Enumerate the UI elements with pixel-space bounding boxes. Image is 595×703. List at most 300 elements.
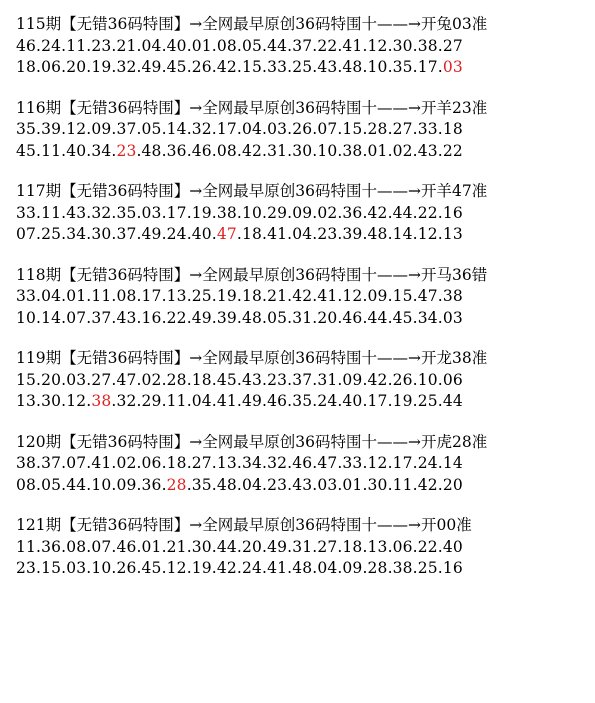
separator-dot: . <box>36 559 42 577</box>
number-cell: 39 <box>342 225 363 243</box>
period-block <box>16 432 586 497</box>
number-cell: 01 <box>191 36 212 55</box>
separator-dot: . <box>412 287 418 305</box>
number-cell: 08 <box>216 141 237 160</box>
separator-dot: . <box>312 120 318 138</box>
separator-dot: . <box>186 141 192 160</box>
separator-dot: . <box>186 537 192 556</box>
prediction-document <box>16 14 586 599</box>
separator-dot: . <box>36 225 42 243</box>
number-cell: 29 <box>267 203 288 222</box>
number-cell: 04 <box>191 392 212 410</box>
separator-dot: . <box>61 141 67 160</box>
number-cell: 12 <box>66 120 87 138</box>
separator-dot: . <box>211 120 217 138</box>
number-cell: 11 <box>41 141 62 160</box>
separator-dot: . <box>186 225 192 243</box>
number-cell: 27 <box>442 36 463 55</box>
number-cell: 08 <box>216 36 237 55</box>
separator-dot: . <box>337 454 343 472</box>
separator-dot: . <box>161 58 167 76</box>
separator-dot: . <box>86 120 92 138</box>
number-cell: 43 <box>292 475 313 494</box>
number-cell: 42 <box>216 58 237 76</box>
number-cell: 02 <box>116 454 137 472</box>
number-cell: 45 <box>16 141 37 160</box>
number-cell: 36 <box>342 203 363 222</box>
number-cell: 23 <box>317 225 338 243</box>
number-cell: 46 <box>292 454 313 472</box>
separator-dot: . <box>362 475 368 494</box>
number-cell: 10 <box>241 203 263 222</box>
separator-dot: . <box>61 225 67 243</box>
period-title: 115期【无错36码特围】→全网最早原创36码特围十——→开兔03准 <box>16 15 488 33</box>
separator-dot: . <box>387 370 393 389</box>
separator-dot: . <box>262 225 268 243</box>
separator-dot: . <box>437 58 443 76</box>
number-cell: 40 <box>342 392 363 410</box>
separator-dot: . <box>387 454 393 472</box>
separator-dot: . <box>111 225 117 243</box>
separator-dot: . <box>362 120 368 138</box>
number-cell: 04 <box>317 559 338 577</box>
number-cell: 33 <box>267 58 288 76</box>
separator-dot: . <box>86 225 92 243</box>
number-cell: 14 <box>41 308 62 327</box>
separator-dot: . <box>287 203 293 222</box>
number-cell: 38 <box>91 392 112 410</box>
number-cell: 46 <box>342 308 363 327</box>
separator-dot: . <box>111 287 117 305</box>
number-cell: 42 <box>367 203 388 222</box>
number-cell: 48 <box>241 308 263 327</box>
separator-dot: . <box>211 203 217 222</box>
number-cell: 25 <box>41 225 62 243</box>
number-cell: 06 <box>442 370 463 389</box>
number-cell: 17 <box>216 120 237 138</box>
number-cell: 26 <box>191 58 212 76</box>
number-cell: 45 <box>216 370 237 389</box>
number-cell: 42 <box>216 559 237 577</box>
number-row <box>16 57 586 79</box>
number-cell: 34 <box>241 454 263 472</box>
period-block <box>16 181 586 246</box>
separator-dot: . <box>161 141 167 160</box>
separator-dot: . <box>36 308 42 327</box>
separator-dot: . <box>262 475 268 494</box>
separator-dot: . <box>136 203 142 222</box>
number-cell: 35 <box>392 58 413 76</box>
number-cell: 07 <box>16 225 37 243</box>
separator-dot: . <box>387 58 393 76</box>
separator-dot: . <box>236 36 242 55</box>
separator-dot: . <box>312 392 318 410</box>
separator-dot: . <box>287 454 293 472</box>
number-cell: 44 <box>66 475 87 494</box>
separator-dot: . <box>86 454 92 472</box>
separator-dot: . <box>36 36 42 55</box>
number-cell: 44 <box>216 537 237 556</box>
number-cell: 13 <box>367 537 388 556</box>
number-row <box>16 308 586 330</box>
number-cell: 44 <box>367 308 388 327</box>
separator-dot: . <box>362 203 368 222</box>
number-cell: 14 <box>166 120 187 138</box>
number-cell: 39 <box>216 308 237 327</box>
number-row <box>16 286 586 308</box>
number-cell: 48 <box>342 58 363 76</box>
separator-dot: . <box>362 141 368 160</box>
number-cell: 44 <box>442 392 463 410</box>
separator-dot: . <box>186 559 192 577</box>
number-cell: 35 <box>191 475 212 494</box>
number-cell: 22 <box>417 537 438 556</box>
number-cell: 18 <box>16 58 37 76</box>
number-cell: 34 <box>91 141 112 160</box>
number-cell: 02 <box>317 203 338 222</box>
number-cell: 48 <box>292 559 313 577</box>
separator-dot: . <box>111 203 117 222</box>
number-cell: 27 <box>91 370 112 389</box>
separator-dot: . <box>61 559 67 577</box>
separator-dot: . <box>337 308 343 327</box>
number-cell: 03 <box>442 308 463 327</box>
number-cell: 11 <box>166 392 187 410</box>
separator-dot: . <box>412 559 418 577</box>
separator-dot: . <box>312 287 318 305</box>
separator-dot: . <box>211 287 217 305</box>
number-cell: 43 <box>317 58 338 76</box>
number-cell: 24 <box>417 454 438 472</box>
separator-dot: . <box>337 559 343 577</box>
separator-dot: . <box>136 120 142 138</box>
number-cell: 28 <box>166 370 187 389</box>
number-cell: 20 <box>317 308 338 327</box>
separator-dot: . <box>312 225 318 243</box>
separator-dot: . <box>36 141 42 160</box>
separator-dot: . <box>61 475 67 494</box>
number-cell: 26 <box>292 120 313 138</box>
number-cell: 03 <box>66 559 87 577</box>
number-cell: 46 <box>191 141 212 160</box>
separator-dot: . <box>262 454 268 472</box>
number-cell: 26 <box>392 370 413 389</box>
separator-dot: . <box>161 308 167 327</box>
number-cell: 19 <box>191 203 212 222</box>
number-cell: 49 <box>241 392 263 410</box>
separator-dot: . <box>337 537 343 556</box>
number-row <box>16 475 586 497</box>
number-cell: 30 <box>191 537 212 556</box>
separator-dot: . <box>362 58 368 76</box>
separator-dot: . <box>412 203 418 222</box>
separator-dot: . <box>387 203 393 222</box>
separator-dot: . <box>136 141 142 160</box>
number-cell: 38 <box>16 454 37 472</box>
number-cell: 42 <box>241 141 263 160</box>
number-cell: 49 <box>191 308 212 327</box>
separator-dot: . <box>186 203 192 222</box>
number-cell: 25 <box>191 287 212 305</box>
number-cell: 18 <box>442 120 463 138</box>
number-cell: 31 <box>292 537 313 556</box>
separator-dot: . <box>136 308 142 327</box>
number-cell: 43 <box>116 308 137 327</box>
number-cell: 16 <box>442 559 463 577</box>
separator-dot: . <box>186 308 192 327</box>
number-cell: 09 <box>342 559 363 577</box>
number-cell: 34 <box>417 308 438 327</box>
separator-dot: . <box>111 392 117 410</box>
number-cell: 21 <box>166 537 187 556</box>
separator-dot: . <box>186 392 192 410</box>
number-cell: 26 <box>116 559 137 577</box>
number-cell: 03 <box>66 370 87 389</box>
separator-dot: . <box>362 392 368 410</box>
separator-dot: . <box>337 58 343 76</box>
number-cell: 31 <box>292 308 313 327</box>
period-title: 116期【无错36码特围】→全网最早原创36码特围十——→开羊23准 <box>16 98 488 117</box>
separator-dot: . <box>337 203 343 222</box>
number-cell: 41 <box>267 225 288 243</box>
separator-dot: . <box>387 141 393 160</box>
separator-dot: . <box>186 475 192 494</box>
separator-dot: . <box>161 392 167 410</box>
number-cell: 11 <box>16 537 37 556</box>
separator-dot: . <box>136 36 142 55</box>
separator-dot: . <box>211 225 217 243</box>
separator-dot: . <box>186 36 192 55</box>
separator-dot: . <box>236 203 242 222</box>
number-cell: 35 <box>116 203 137 222</box>
number-cell: 38 <box>417 36 438 55</box>
number-cell: 02 <box>141 370 162 389</box>
number-cell: 21 <box>267 287 288 305</box>
number-cell: 13 <box>442 225 463 243</box>
separator-dot: . <box>437 475 443 494</box>
number-cell: 01 <box>367 141 388 160</box>
number-cell: 21 <box>116 36 137 55</box>
number-cell: 32 <box>91 203 112 222</box>
separator-dot: . <box>437 537 443 556</box>
separator-dot: . <box>312 454 318 472</box>
number-cell: 38 <box>216 203 237 222</box>
number-cell: 18 <box>241 287 263 305</box>
number-cell: 25 <box>292 58 313 76</box>
number-cell: 38 <box>442 287 463 305</box>
number-cell: 17 <box>367 392 388 410</box>
number-cell: 13 <box>16 392 37 410</box>
separator-dot: . <box>362 370 368 389</box>
separator-dot: . <box>387 225 393 243</box>
separator-dot: . <box>236 454 242 472</box>
separator-dot: . <box>312 58 318 76</box>
number-cell: 07 <box>66 454 87 472</box>
number-cell: 10 <box>317 141 338 160</box>
number-cell: 05 <box>241 36 263 55</box>
separator-dot: . <box>36 392 42 410</box>
separator-dot: . <box>61 308 67 327</box>
separator-dot: . <box>387 475 393 494</box>
separator-dot: . <box>236 141 242 160</box>
number-cell: 03 <box>141 203 162 222</box>
number-cell: 32 <box>267 454 288 472</box>
number-cell: 04 <box>41 287 62 305</box>
number-cell: 33 <box>342 454 363 472</box>
number-cell: 37 <box>292 36 313 55</box>
number-cell: 25 <box>417 392 438 410</box>
number-cell: 10 <box>91 559 112 577</box>
number-cell: 04 <box>141 36 162 55</box>
number-cell: 06 <box>141 454 162 472</box>
number-cell: 20 <box>442 475 463 494</box>
number-cell: 49 <box>267 537 288 556</box>
separator-dot: . <box>312 141 318 160</box>
separator-dot: . <box>236 58 242 76</box>
number-cell: 17 <box>417 58 438 76</box>
number-cell: 37 <box>41 454 62 472</box>
number-cell: 48 <box>216 475 237 494</box>
period-block <box>16 98 586 163</box>
number-cell: 24 <box>41 36 62 55</box>
number-cell: 12 <box>342 287 363 305</box>
number-cell: 04 <box>241 475 263 494</box>
separator-dot: . <box>111 559 117 577</box>
separator-dot: . <box>287 308 293 327</box>
number-cell: 30 <box>367 475 388 494</box>
separator-dot: . <box>236 370 242 389</box>
separator-dot: . <box>61 36 67 55</box>
separator-dot: . <box>186 120 192 138</box>
number-cell: 10 <box>16 308 37 327</box>
number-cell: 15 <box>241 58 263 76</box>
separator-dot: . <box>337 225 343 243</box>
number-cell: 24 <box>241 559 263 577</box>
number-cell: 22 <box>317 36 338 55</box>
separator-dot: . <box>287 559 293 577</box>
number-cell: 01 <box>141 537 162 556</box>
number-cell: 03 <box>267 120 288 138</box>
separator-dot: . <box>61 287 67 305</box>
separator-dot: . <box>111 58 117 76</box>
number-cell: 16 <box>141 308 162 327</box>
number-cell: 04 <box>241 120 263 138</box>
number-cell: 37 <box>116 120 137 138</box>
period-title: 119期【无错36码特围】→全网最早原创36码特围十——→开龙38准 <box>16 349 488 367</box>
separator-dot: . <box>387 392 393 410</box>
number-cell: 42 <box>417 475 438 494</box>
number-cell: 42 <box>367 370 388 389</box>
separator-dot: . <box>387 287 393 305</box>
period-title: 118期【无错36码特围】→全网最早原创36码特围十——→开马36错 <box>16 265 488 284</box>
period-title: 120期【无错36码特围】→全网最早原创36码特围十——→开虎28准 <box>16 432 488 451</box>
number-cell: 37 <box>116 225 137 243</box>
number-cell: 05 <box>267 308 288 327</box>
separator-dot: . <box>262 203 268 222</box>
separator-dot: . <box>337 141 343 160</box>
period-block <box>16 348 586 413</box>
number-cell: 36 <box>166 141 187 160</box>
number-cell: 49 <box>141 225 162 243</box>
period-block <box>16 14 586 79</box>
separator-dot: . <box>111 141 117 160</box>
separator-dot: . <box>136 559 142 577</box>
separator-dot: . <box>86 36 92 55</box>
separator-dot: . <box>387 308 393 327</box>
number-cell: 36 <box>41 537 62 556</box>
number-cell: 49 <box>141 58 162 76</box>
number-cell: 41 <box>267 559 288 577</box>
number-cell: 39 <box>41 120 62 138</box>
number-cell: 18 <box>342 537 363 556</box>
number-cell: 23 <box>267 475 288 494</box>
period-title: 117期【无错36码特围】→全网最早原创36码特围十——→开羊47准 <box>16 182 488 200</box>
number-cell: 08 <box>16 475 37 494</box>
number-cell: 11 <box>41 203 62 222</box>
number-cell: 33 <box>16 287 37 305</box>
number-cell: 43 <box>241 370 263 389</box>
separator-dot: . <box>36 370 42 389</box>
separator-dot: . <box>262 392 268 410</box>
number-cell: 41 <box>216 392 237 410</box>
number-row <box>16 370 586 392</box>
separator-dot: . <box>61 370 67 389</box>
separator-dot: . <box>262 308 268 327</box>
separator-dot: . <box>337 392 343 410</box>
number-cell: 06 <box>392 537 413 556</box>
separator-dot: . <box>111 537 117 556</box>
number-row <box>16 558 586 580</box>
separator-dot: . <box>287 475 293 494</box>
number-cell: 15 <box>342 120 363 138</box>
number-row <box>16 36 586 58</box>
number-cell: 40 <box>442 537 463 556</box>
number-cell: 44 <box>392 203 413 222</box>
number-cell: 22 <box>417 203 438 222</box>
separator-dot: . <box>437 120 443 138</box>
number-cell: 47 <box>116 370 137 389</box>
separator-dot: . <box>36 475 42 494</box>
number-cell: 47 <box>317 454 338 472</box>
number-cell: 09 <box>91 120 112 138</box>
separator-dot: . <box>111 308 117 327</box>
number-cell: 29 <box>141 392 162 410</box>
number-cell: 09 <box>292 203 313 222</box>
number-cell: 10 <box>367 58 388 76</box>
separator-dot: . <box>186 58 192 76</box>
number-cell: 37 <box>91 308 112 327</box>
number-cell: 17 <box>141 287 162 305</box>
separator-dot: . <box>236 287 242 305</box>
number-cell: 48 <box>141 141 162 160</box>
number-cell: 09 <box>367 287 388 305</box>
separator-dot: . <box>111 36 117 55</box>
separator-dot: . <box>262 287 268 305</box>
separator-dot: . <box>412 475 418 494</box>
number-cell: 12 <box>417 225 438 243</box>
number-row <box>16 224 586 246</box>
number-cell: 34 <box>66 225 87 243</box>
separator-dot: . <box>111 454 117 472</box>
number-cell: 46 <box>116 537 137 556</box>
separator-dot: . <box>86 203 92 222</box>
separator-dot: . <box>236 308 242 327</box>
separator-dot: . <box>387 537 393 556</box>
separator-dot: . <box>86 537 92 556</box>
number-cell: 09 <box>116 475 137 494</box>
separator-dot: . <box>236 120 242 138</box>
separator-dot: . <box>312 308 318 327</box>
